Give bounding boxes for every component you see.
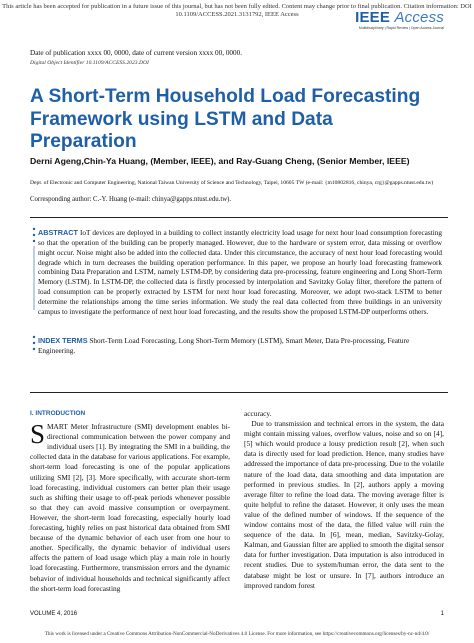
- logo-text-italic: Access: [394, 9, 444, 26]
- intro-left-column: [30, 409, 230, 594]
- page-footer: [30, 611, 444, 617]
- divider-bottom: [30, 392, 448, 393]
- doi-identifier: Digital Object Identifier 10.1109/ACCESS.2023.DOI: [30, 60, 149, 66]
- abstract-text: IoT devices are deployed in a building to collect instantly electricity load usage for next hour load consumption forecasting so that the operation of the building can be properly managed. However, due to the hardware or system error, data missing or overflow might occur. Noise might also be added into the collected data. Under this circumstance, the accuracy of next hour load forecasting would degrade which in turn decreases the building operation performance. In this paper, we propose an hourly load forecasting framework combining Data Preparation and LSTM, namely LSTM-DP, by considering data pre-processing, feature engineering and Long Short-Term Memory (LSTM). In LSTM-DP, the collected data is firstly processed by interpolation and Savitzky Golay filter, therefore the pattern of load consumption can be properly extracted by LSTM for next hour load forecasting. Moreover, we adopt two-stack LSTM to better determine the relationships among the time series information. We study the real data collected from three buildings in an university campus to investigate the performance of next hour load forecasting, and the results show the proposed LSTM-DP outperforms others.: [38, 229, 442, 316]
- abstract-label: ABSTRACT: [38, 228, 78, 237]
- index-terms-text: Short-Term Load Forecasting, Long Short-Term Memory (LSTM), Smart Meter, Data Pre-processing, Feature Engineering.: [38, 337, 410, 355]
- license-notice: This work is licensed under a Creative Commons Attribution-NonCommercial-NoDerivatives 4.0 License. For more information, see https://creativecommons.org/licenses/by-nc-nd/4.0/: [44, 631, 430, 637]
- intro-right-column: accuracy. Due to transmission and technical errors in the system, the data might contain missing values, overflow values, noise and so on [4], [5] which would produce a lousy prediction result [2], when such data is directly used for load prediction. Hence, many studies have addressed the importance of data pre-processing. Due to the volatile nature of the load data, data smoothing and data imputation are performed in previous studies. In [2], authors apply a moving average filter to refine the load data. The moving average filter is quite helpful to refine the dataset. However, it only uses the mean value of the defined number of windows. If the sequence of the window contains most of the data, the filled value will ruin the sequence of the data. In [6], mean, median, Savitzky-Golay, Kalman, and Gaussian filter are applied to smooth the digital sensor data for further investigation. Data imputation is also introduced in recent studies. Due to system/human error, the data sent to the database might be lost or unsure. In [7], authors introduce an improved random forest: [244, 409, 444, 590]
- journal-notice-line1: This article has been accepted for publication in a future issue of this journal, but has not been fully edited. Content may change prior to final publication. Citation information: DOI: [2, 3, 472, 10]
- journal-notice-line2: 10.1109/ACCESS.2021.3131792, IEEE Access: [175, 11, 299, 18]
- intro-heading: I. INTRODUCTION: [30, 410, 86, 417]
- publication-dates: Date of publication xxxx 00, 0000, date of current version xxxx 00, 0000.: [30, 49, 242, 57]
- logo-tagline: Multidisciplinary | Rapid Review | Open Access Journal: [358, 26, 444, 30]
- index-terms-label: INDEX TERMS: [38, 336, 88, 345]
- logo-text: IEEE: [355, 9, 391, 26]
- side-dots-icon: [31, 226, 37, 310]
- paper-title: A Short-Term Household Load Forecasting Framework using LSTM and Data Preparation: [30, 86, 421, 152]
- author-list: Derni Ageng,Chin-Ya Huang, (Member, IEEE), and Ray-Guang Cheng, (Senior Member, IEEE): [30, 156, 410, 166]
- intro-left-text: MART Meter Infrastructure (SMI) development enables bi-directional communication between the power company and individual users [1]. By integrating the SMI in a building, the collected data in the database for various applications. For example, short-term load forecasting is one of the popular applications utilizing SMI [2], [3]. More specifically, with accurate short-term load forecasting, individual customers can better plan their usage such as shifting their usage to off-peak periods whenever possible so that they can avoid massive consumption or overpayment. However, the short-term load forecasting, especially hourly load forecasting, highly relies on past historical data obtained from SMI because of the dynamic behavior of each user from one hour to another. Specifically, the dynamic behavior of individual users affects the pattern of load usage which play a main role in hourly load forecasting. Furthermore, transmission errors and the dynamic behavior of individual households and technical significantly affect the short-term load forecasting: [30, 422, 230, 593]
- side-dots-icon: [31, 334, 37, 356]
- volume-info: VOLUME 4, 2016: [30, 611, 78, 617]
- index-terms: [38, 336, 442, 357]
- divider-top: [30, 217, 448, 218]
- corresponding-author: Corresponding author: C.-Y. Huang (e-mail: chinya@gapps.ntust.edu.tw).: [30, 196, 232, 203]
- page-number: 1: [440, 611, 444, 617]
- affiliation: Dept. of Electronic and Computer Engineering, National Taiwan University of Science and Technology, Taipei, 10605 TW (e-mail: {m10802816, chinya, crg}@gapps.ntust.edu.tw): [30, 180, 434, 186]
- abstract: [38, 228, 442, 318]
- ieee-access-logo: [355, 9, 444, 30]
- drop-cap: S: [30, 419, 46, 450]
